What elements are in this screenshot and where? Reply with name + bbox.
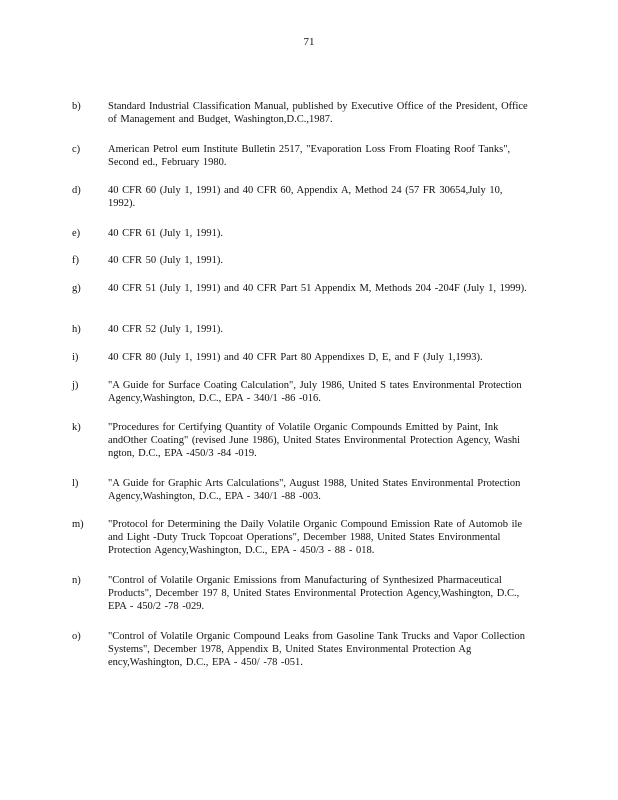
reference-text: Standard Industrial Classification Manual, published by Executive Office of the President, Office of Management and Budget, Washington,D.C.,1987. bbox=[108, 101, 528, 125]
reference-text: American Petrol eum Institute Bulletin 2517, "Evaporation Loss From Floating Roof Tanks", Second ed., February 1980. bbox=[108, 144, 511, 168]
reference-letter: e) bbox=[72, 228, 81, 239]
reference-text: "Control of Volatile Organic Compound Leaks from Gasoline Tank Trucks and Vapor Collection Systems", December 1978, Appendix B, United States Environmental Protection Ag ency,Washington, D.C., EPA - 450/ -78 -051. bbox=[108, 631, 526, 668]
reference-text: 40 CFR 50 (July 1, 1991). bbox=[108, 255, 223, 266]
reference-text: 40 CFR 61 (July 1, 1991). bbox=[108, 228, 223, 239]
reference-letter: h) bbox=[72, 324, 81, 335]
reference-text: 40 CFR 51 (July 1, 1991) and 40 CFR Part 51 Appendix M, Methods 204 -204F (July 1, 1999). bbox=[108, 283, 527, 294]
reference-text: 40 CFR 80 (July 1, 1991) and 40 CFR Part 80 Appendixes D, E, and F (July 1,1993). bbox=[108, 352, 483, 363]
reference-letter: d) bbox=[72, 185, 81, 196]
reference-text: 40 CFR 52 (July 1, 1991). bbox=[108, 324, 223, 335]
page-number: 71 bbox=[303, 36, 315, 48]
reference-text: "Control of Volatile Organic Emissions from Manufacturing of Synthesized Pharmaceutical Products", December 197 8, United States Environmental Protection Agency,Washington, D.C., EPA - 450/2 -78 -029. bbox=[108, 575, 520, 612]
reference-letter: n) bbox=[72, 575, 81, 586]
reference-letter: j) bbox=[72, 380, 79, 391]
reference-letter: l) bbox=[72, 478, 79, 489]
reference-letter: b) bbox=[72, 101, 81, 112]
reference-letter: o) bbox=[72, 631, 81, 642]
reference-letter: f) bbox=[72, 255, 79, 266]
reference-letter: m) bbox=[72, 519, 84, 530]
reference-letter: i) bbox=[72, 352, 79, 363]
reference-text: "Procedures for Certifying Quantity of Volatile Organic Compounds Emitted by Paint, Ink andOther Coating" (revised June 1986), United States Environmental Protection Agency, Washi ngton, D.C., EPA -450/3 -84 -019. bbox=[108, 422, 521, 459]
reference-letter: k) bbox=[72, 422, 81, 433]
reference-text: "Protocol for Determining the Daily Volatile Organic Compound Emission Rate of Automob ile and Light -Duty Truck Topcoat Operations", December 1988, United States Environmental Protection Agency,Washington, D.C., EPA - 450/3 - 88 - 018. bbox=[108, 519, 523, 556]
reference-letter: g) bbox=[72, 283, 81, 294]
reference-letter: c) bbox=[72, 144, 81, 155]
reference-text: 40 CFR 60 (July 1, 1991) and 40 CFR 60, Appendix A, Method 24 (57 FR 30654,July 10, 1992). bbox=[108, 185, 503, 209]
reference-text: "A Guide for Graphic Arts Calculations", August 1988, United States Environmental Protection Agency,Washington, D.C., EPA - 340/1 -88 -003. bbox=[108, 478, 521, 502]
reference-text: "A Guide for Surface Coating Calculation", July 1986, United S tates Environmental Protection Agency,Washington, D.C., EPA - 340/1 -86 -016. bbox=[108, 380, 522, 404]
